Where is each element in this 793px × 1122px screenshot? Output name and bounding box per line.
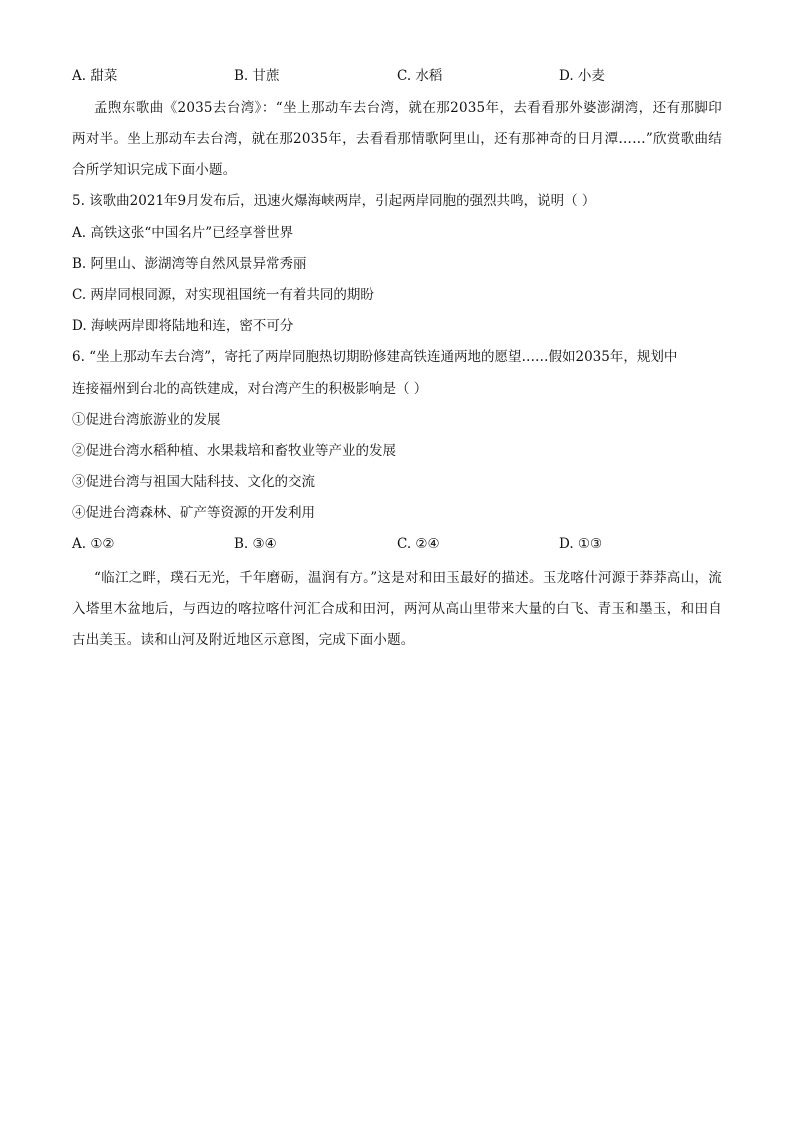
- q6-option-b: B. ③④: [234, 536, 277, 552]
- q4-option-a: A. 甜菜: [72, 68, 118, 84]
- q6-stem-line2: 连接福州到台北的高铁建成，对台湾产生的积极影响是（ ）: [72, 381, 428, 397]
- q5-option-d: D. 海峡两岸即将陆地和连，密不可分: [72, 318, 294, 334]
- q6-statement-3: ③促进台湾与祖国大陆科技、文化的交流: [72, 474, 315, 490]
- q5-option-c: C. 两岸同根同源，对实现祖国统一有着共同的期盼: [72, 287, 374, 303]
- q6-statement-4: ④促进台湾森林、矿产等资源的开发利用: [72, 505, 315, 521]
- q6-option-a: A. ①②: [72, 536, 115, 552]
- q5-option-a: A. 高铁这张“中国名片”已经享誉世界: [72, 225, 294, 241]
- q6-statement-2: ②促进台湾水稻种植、水果栽培和畜牧业等产业的发展: [72, 443, 396, 459]
- passage-song-2035: 孟煦东歌曲《2035去台湾》：“坐上那动车去台湾，就在那2035年，去看看那外婆澎湖湾，还有那脚印两对半。坐上那动车去台湾，就在那2035年，去看看那情歌阿里山，还有那神奇的日月潭……”欣赏歌曲结合所学知识完成下面小题。: [72, 100, 722, 178]
- passage-hetian-jade: “临江之畔，璞石无光，千年磨砺，温润有方。”这是对和田玉最好的描述。玉龙喀什河源于莽莽高山，流入塔里木盆地后，与西边的喀拉喀什河汇合成和田河，两河从高山里带来大量的白飞、青玉和墨玉，和田自古出美玉。读和山河及附近地区示意图，完成下面小题。: [72, 570, 722, 648]
- q4-option-b: B. 甘蔗: [234, 68, 280, 84]
- q4-option-d: D. 小麦: [559, 68, 605, 84]
- q5-option-b: B. 阿里山、澎湖湾等自然风景异常秀丽: [72, 256, 307, 272]
- q5-stem: 5. 该歌曲2021年9月发布后，迅速火爆海峡两岸，引起两岸同胞的强烈共鸣，说明（ ）: [72, 193, 596, 209]
- q6-option-c: C. ②④: [397, 536, 440, 552]
- q6-statement-1: ①促进台湾旅游业的发展: [72, 412, 221, 428]
- q6-option-d: D. ①③: [559, 536, 603, 552]
- q6-stem-line1: 6. “坐上那动车去台湾”，寄托了两岸同胞热切期盼修建高铁连通两地的愿望……假如2035年，规划中: [72, 349, 678, 365]
- q4-option-c: C. 水稻: [397, 68, 443, 84]
